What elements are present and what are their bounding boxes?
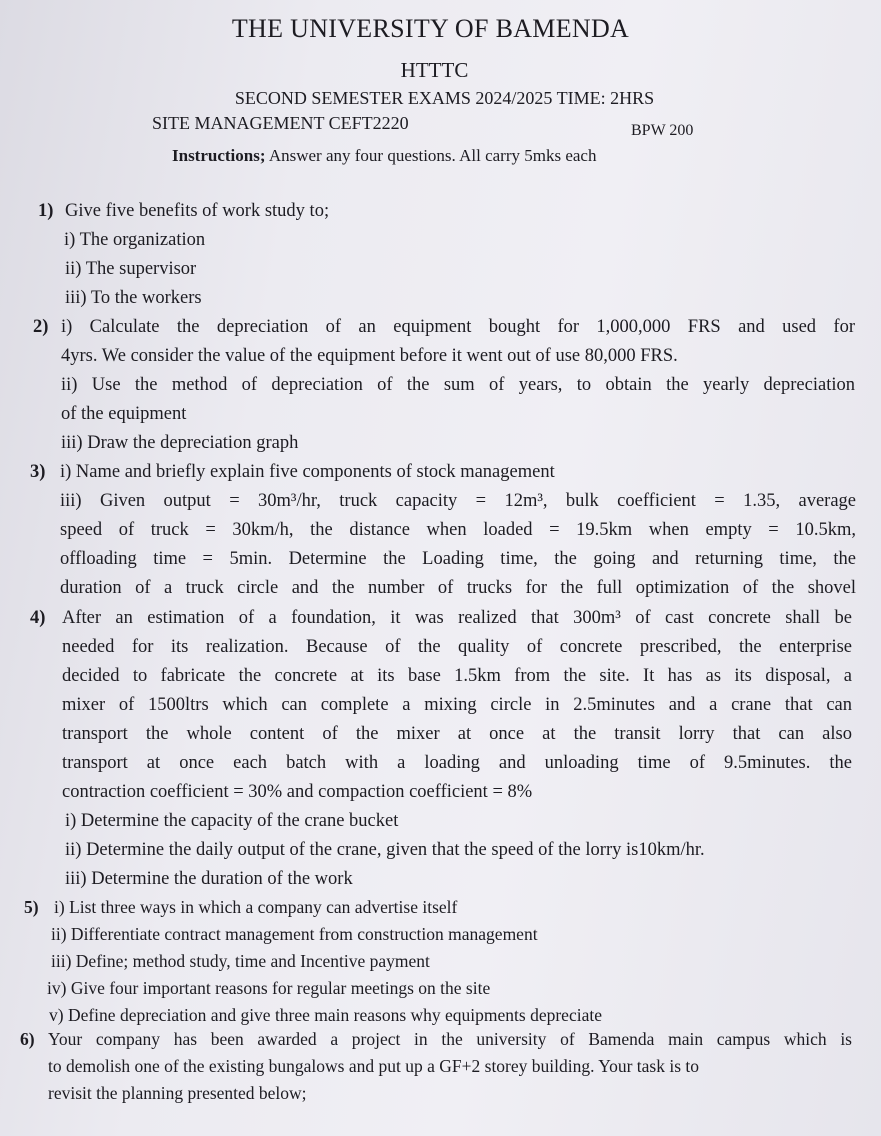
question-line: i) Determine the capacity of the crane bucket [65,811,399,831]
question-number: 1) [38,201,54,221]
question-4 [30,604,852,894]
question-line: v) Define depreciation and give three main reasons why equipments depreciate [49,1005,602,1025]
question-line: iii) Draw the depreciation graph [61,433,299,453]
question-number: 5) [24,897,39,917]
question-line: duration of a truck circle and the number of trucks for the full optimization of the shovel [60,578,856,598]
question-line: to demolish one of the existing bungalows and put up a GF+2 storey building. Your task is to [48,1056,700,1076]
instructions-text: Answer any four questions. All carry 5mks each [268,146,597,165]
question-line: decided to fabricate the concrete at its base 1.5km from the site. It has as its disposal, a [62,666,852,686]
instructions [172,146,596,166]
question-line: iii) To the workers [65,288,202,308]
institute-name: HTTTC [400,58,469,82]
question-line: iii) Define; method study, time and Incentive payment [51,951,430,971]
question-line: 4yrs. We consider the value of the equipment before it went out of use 80,000 FRS. [61,346,678,366]
question-1 [38,197,838,313]
question-line: transport the whole content of the mixer at once at the transit lorry that can also [62,724,852,744]
question-line: i) Calculate the depreciation of an equipment bought for 1,000,000 FRS and used for [61,317,855,337]
question-3 [30,458,856,603]
question-line: iii) Determine the duration of the work [65,869,353,889]
question-line: i) Name and briefly explain five components of stock management [60,462,555,482]
question-line: contraction coefficient = 30% and compaction coefficient = 8% [62,782,533,802]
question-line: i) List three ways in which a company can advertise itself [54,897,458,917]
question-line: ii) The supervisor [65,259,197,279]
question-line: i) The organization [64,230,206,250]
question-line: transport at once each batch with a loading and unloading time of 9.5minutes. the [62,753,852,773]
question-line: ii) Use the method of depreciation of the sum of years, to obtain the yearly depreciation [61,375,855,395]
question-2 [33,313,855,458]
question-line: iv) Give four important reasons for regular meetings on the site [47,978,491,998]
course-code: BPW 200 [631,122,694,139]
question-line: speed of truck = 30km/h, the distance when loaded = 19.5km when empty = 10.5km, [60,520,856,540]
question-line: ii) Determine the daily output of the crane, given that the speed of the lorry is10km/hr. [65,840,705,860]
question-6 [20,1026,852,1107]
question-line: offloading time = 5min. Determine the Loading time, the going and returning time, the [60,549,856,569]
university-title: THE UNIVERSITY OF BAMENDA [231,14,630,43]
question-line: Your company has been awarded a project in the university of Bamenda main campus which is [48,1029,852,1049]
question-number: 4) [30,608,46,628]
question-number: 3) [30,462,46,482]
instructions-label: Instructions; [172,146,266,165]
question-line: Give five benefits of work study to; [65,201,330,221]
question-line: ii) Differentiate contract management from construction management [51,924,538,944]
question-line: iii) Given output = 30m³/hr, truck capacity = 12m³, bulk coefficient = 1.35, average [60,491,856,511]
question-line: revisit the planning presented below; [48,1083,307,1103]
question-line: After an estimation of a foundation, it was realized that 300m³ of cast concrete shall be [62,608,852,628]
question-number: 2) [33,317,49,337]
question-line: needed for its realization. Because of the quality of concrete prescribed, the enterprise [62,637,852,657]
course-line: SITE MANAGEMENT CEFT2220 [152,113,409,133]
question-line: of the equipment [61,404,187,424]
exam-line: SECOND SEMESTER EXAMS 2024/2025 TIME: 2HRS [234,88,655,108]
question-5 [24,894,854,1029]
question-line: mixer of 1500ltrs which can complete a mixing circle in 2.5minutes and a crane that can [62,695,852,715]
question-number: 6) [20,1029,35,1049]
